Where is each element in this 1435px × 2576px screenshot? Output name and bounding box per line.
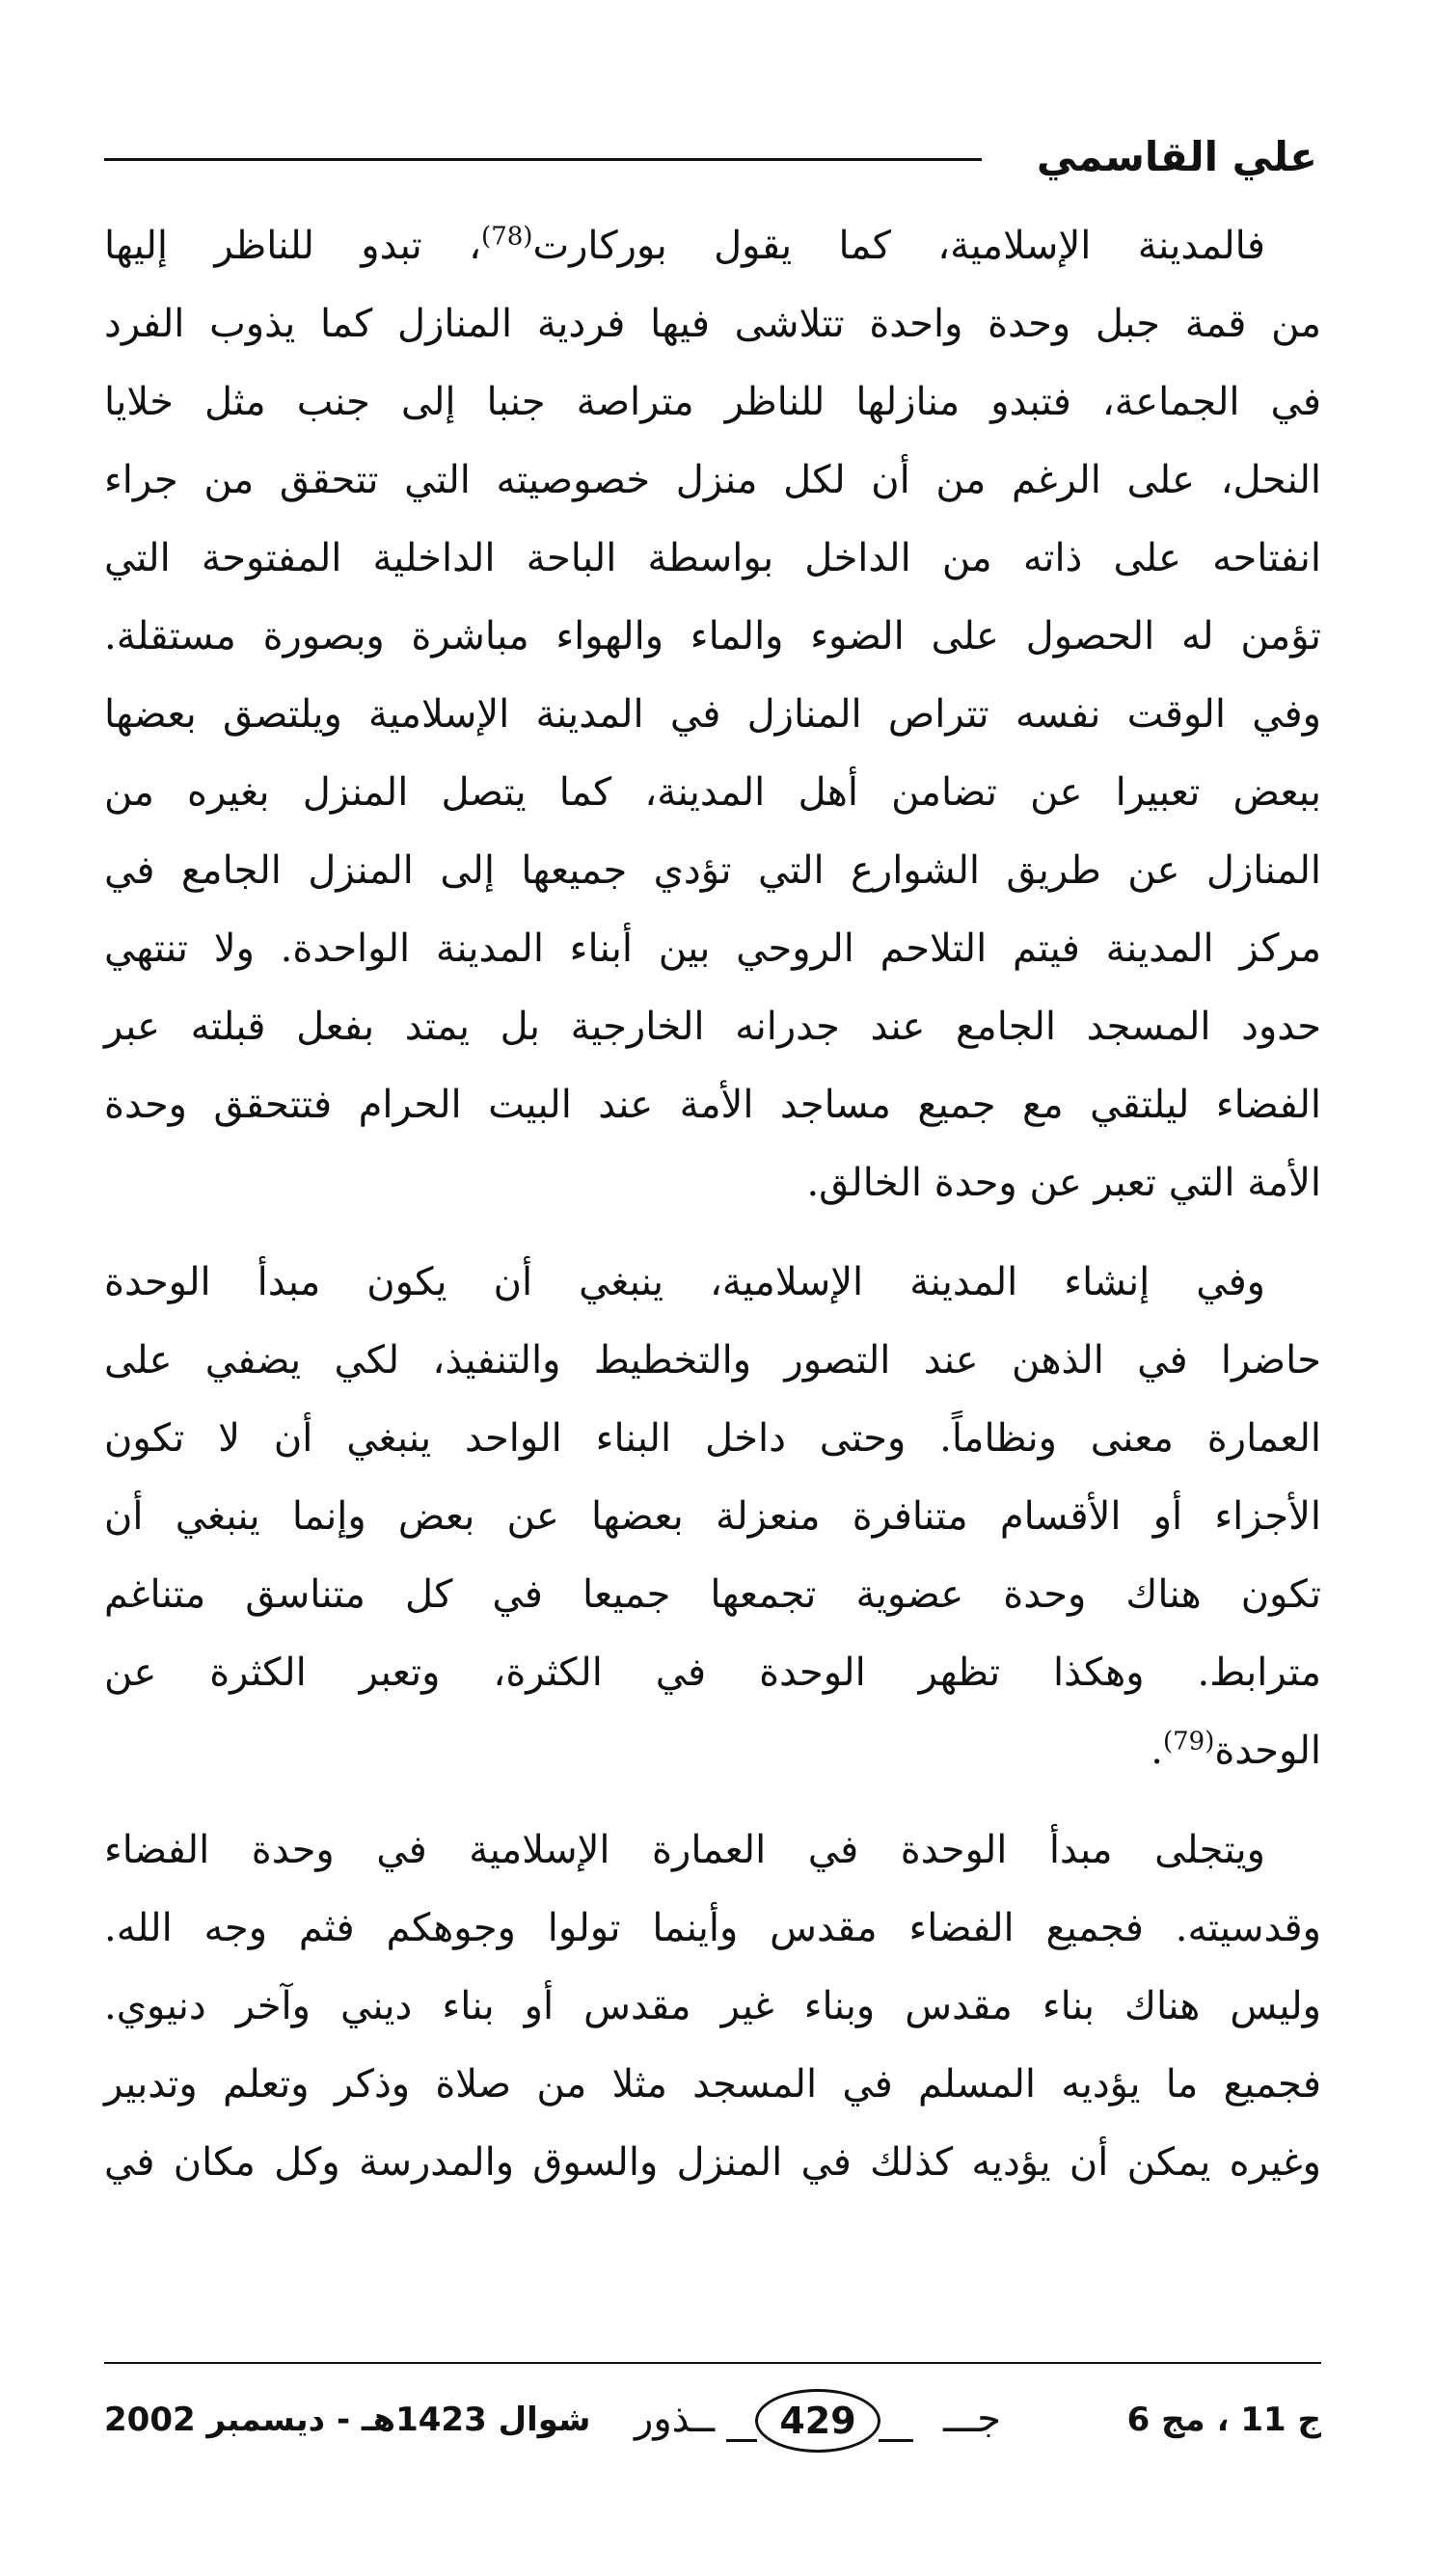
text-line: من قمة جبل وحدة واحدة تتلاشى فيها فردية المنازل كما يذوب الفرد	[104, 302, 1321, 346]
page-number: 429	[755, 2389, 880, 2453]
text-line: تؤمن له الحصول على الضوء والماء والهواء مباشرة وبصورة مستقلة.	[104, 614, 1321, 658]
paragraph-2	[104, 1244, 1321, 1790]
text-line: العمارة معنى ونظاماً. وحتى داخل البناء الواحد ينبغي أن لا تكون	[104, 1416, 1321, 1461]
text-line: انفتاحه على ذاته من الداخل بواسطة الباحة الداخلية المفتوحة التي	[104, 536, 1321, 580]
text-line: فالمدينة الإسلامية، كما يقول بوركارت$^{(78)}$، تبدو للناظر إليها	[104, 222, 1265, 268]
text-line: ويتجلى مبدأ الوحدة في العمارة الإسلامية في وحدة الفضاء	[104, 1828, 1265, 1872]
text-line: النحل، على الرغم من أن لكل منزل خصوصيته التي تتحقق من جراء	[104, 458, 1321, 502]
page-footer	[104, 2352, 1321, 2468]
text-line: وقدسيته. فجميع الفضاء مقدس وأينما تولوا وجوهكم فثم وجه الله.	[104, 1906, 1321, 1950]
magazine-name-start: جـــ	[943, 2397, 1001, 2441]
text-line: الأمة التي تعبر عن وحدة الخالق.	[806, 1161, 1321, 1205]
paragraph-3	[104, 1811, 1321, 2202]
text-line: الوحدة$^{(79)}$.	[1151, 1727, 1321, 1773]
text-line: وغيره يمكن أن يؤديه كذلك في المنزل والسوق والمدرسة وكل مكان في	[104, 2140, 1321, 2185]
footnote-ref-78: (78)	[481, 222, 533, 252]
text-line: ببعض تعبيرا عن تضامن أهل المدينة، كما يتصل المنزل بغيره من	[104, 770, 1322, 815]
logo-stroke-right	[879, 2439, 913, 2442]
text-line: الفضاء ليلتقي مع جميع مساجد الأمة عند البيت الحرام فتتحقق وحدة	[104, 1083, 1321, 1127]
logo-stroke-left	[726, 2439, 757, 2442]
text-line: وفي إنشاء المدينة الإسلامية، ينبغي أن يكون مبدأ الوحدة	[104, 1260, 1265, 1304]
issue-date: شوال 1423هـ - ديسمبر 2002	[104, 2401, 591, 2439]
text-line: تكون هناك وحدة عضوية تجمعها جميعا في كل متناسق متناغم	[104, 1572, 1321, 1617]
text-line: حدود المسجد الجامع عند جدرانه الخارجية بل يمتد بفعل قبلته عبر	[104, 1005, 1321, 1049]
header-rule	[104, 158, 982, 161]
text-line: مركز المدينة فيتم التلاحم الروحي بين أبناء المدينة الواحدة. ولا تنتهي	[104, 926, 1321, 971]
text-line: الأجزاء أو الأقسام متنافرة منعزلة بعضها عن بعض وإنما ينبغي أن	[104, 1494, 1321, 1539]
page-header	[104, 125, 1317, 202]
text-line: وليس هناك بناء مقدس وبناء غير مقدس أو بناء ديني وآخر دنيوي.	[104, 1984, 1321, 2028]
text-line: فجميع ما يؤديه المسلم في المسجد مثلا من صلاة وذكر وتعلم وتدبير	[104, 2062, 1321, 2106]
body-text	[104, 207, 1321, 2202]
text-line: في الجماعة، فتبدو منازلها للناظر متراصة جنبا إلى جنب مثل خلايا	[104, 380, 1321, 424]
issue-info: ج 11 ، مج 6	[1126, 2401, 1321, 2439]
magazine-logo	[635, 2389, 1001, 2456]
text-line: مترابط. وهكذا تظهر الوحدة في الكثرة، وتعبر الكثرة عن	[104, 1650, 1321, 1695]
footer-rule	[104, 2362, 1321, 2364]
author-name: علي القاسمي	[1036, 133, 1317, 180]
paragraph-1	[104, 207, 1321, 1222]
footnote-ref-79: (79)	[1162, 1727, 1215, 1757]
magazine-name-end: ــذور	[635, 2397, 716, 2441]
text-line: وفي الوقت نفسه تتراص المنازل في المدينة الإسلامية ويلتصق بعضها	[104, 692, 1321, 737]
text-line: حاضرا في الذهن عند التصور والتخطيط والتنفيذ، لكي يضفي على	[104, 1338, 1321, 1382]
text-line: المنازل عن طريق الشوارع التي تؤدي جميعها إلى المنزل الجامع في	[104, 848, 1321, 893]
